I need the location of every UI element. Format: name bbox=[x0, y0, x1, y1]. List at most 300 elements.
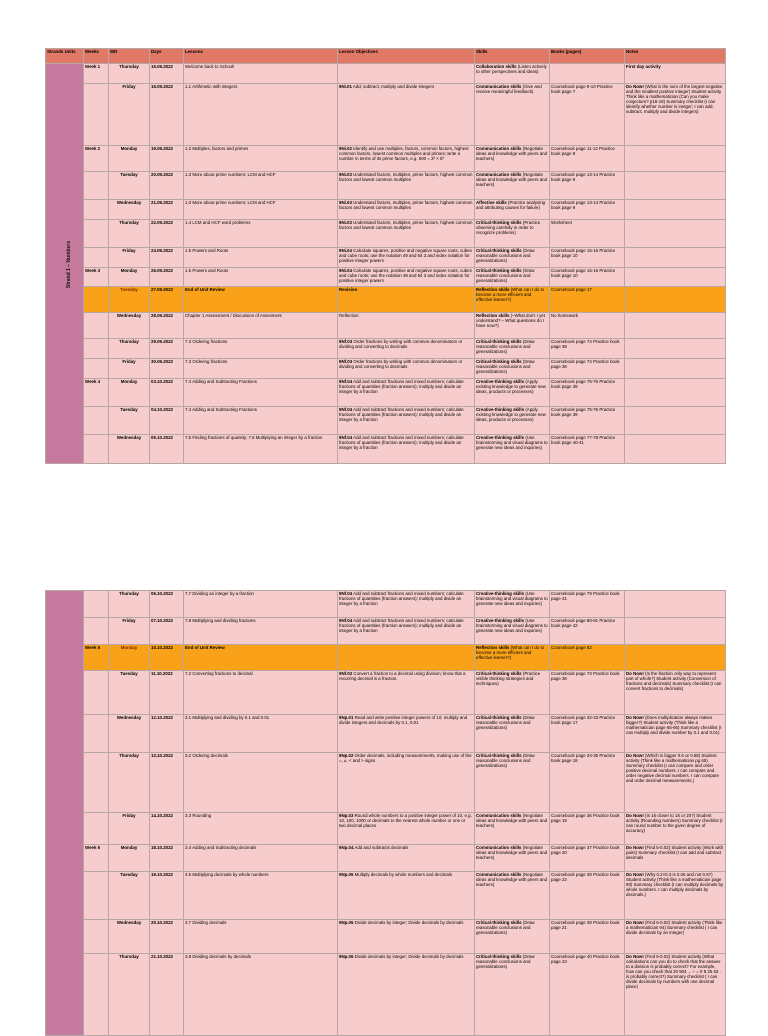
date-cell: 11.10.2022 bbox=[150, 671, 184, 715]
objective-code: 9Np.01 bbox=[339, 715, 354, 720]
skill-text: (Listen actively to other perspectives and ideas) bbox=[476, 64, 547, 74]
objective-text: Understand factors, multiples, prime factors, highest common factors and lowest common multiples bbox=[339, 220, 473, 230]
books-cell: Coursebook page 75-76 Practice book page 39 bbox=[550, 379, 625, 407]
lesson-cell: 7.3 Ordering fractions bbox=[184, 339, 338, 359]
week-cell bbox=[84, 407, 109, 435]
header-objectives: Lesson Objectives bbox=[338, 49, 475, 64]
day-cell: Thursday bbox=[109, 64, 150, 84]
skill-title: Critical-thinking skills bbox=[476, 753, 522, 758]
day-cell: Monday bbox=[109, 379, 150, 407]
objective-code: 9Ni.03 bbox=[339, 220, 352, 225]
books-cell: Coursebook page 82 bbox=[550, 645, 625, 671]
date-cell: 27.09.2022 bbox=[150, 287, 184, 313]
day-cell: Monday bbox=[109, 146, 150, 172]
lesson-cell: End of Unit Review bbox=[184, 287, 338, 313]
day-cell: Thursday bbox=[109, 591, 150, 618]
objective-cell bbox=[338, 407, 475, 435]
objective-code: 9Ni.01 bbox=[339, 84, 352, 89]
header-days: Days bbox=[150, 49, 184, 64]
table-row bbox=[46, 813, 726, 845]
objective-code: 9Np.04 bbox=[339, 845, 354, 850]
notes-text: (Find 5-0.02) Student activity (Think like a mathematician 94) Summary checklist ( I can divide decimals by an integer) bbox=[626, 920, 723, 935]
lesson-cell: 7.4 Adding and Subtracting Fractions bbox=[184, 379, 338, 407]
notes-cell bbox=[625, 359, 726, 379]
objective-text: Revision bbox=[339, 287, 358, 292]
lesson-cell: 7.4 Adding and Subtracting Fractions bbox=[184, 407, 338, 435]
notes-cell bbox=[625, 407, 726, 435]
skills-cell bbox=[475, 146, 550, 172]
skill-title: Reflection skills bbox=[476, 645, 510, 650]
week-cell bbox=[84, 248, 109, 268]
notes-cell bbox=[625, 872, 726, 920]
table-row bbox=[46, 220, 726, 248]
objective-cell bbox=[338, 359, 475, 379]
books-cell: Coursebook page 32-33 Practice book page 17 bbox=[550, 715, 625, 753]
lesson-cell: 1.3 More about prime numbers; LCM and HCF bbox=[184, 200, 338, 220]
notes-title: Do Now! bbox=[626, 845, 644, 850]
day-cell: Friday bbox=[109, 359, 150, 379]
books-cell: Coursebook page 13-14 Practice book page 9 bbox=[550, 200, 625, 220]
objective-cell bbox=[338, 64, 475, 84]
week-cell: Week 3 bbox=[84, 268, 109, 287]
date-cell: 30.09.2022 bbox=[150, 359, 184, 379]
skill-title: Critical-thinking skills bbox=[476, 359, 522, 364]
header-weeks: Weeks bbox=[84, 49, 109, 64]
schedule-block-1 bbox=[45, 48, 725, 464]
date-cell: 29.09.2022 bbox=[150, 339, 184, 359]
objective-code: 9Np.02 bbox=[339, 753, 354, 758]
notes-cell bbox=[625, 435, 726, 464]
table-row bbox=[46, 287, 726, 313]
date-cell: 20.09.2022 bbox=[150, 172, 184, 200]
week-cell: Week 5 bbox=[84, 645, 109, 671]
table-row bbox=[46, 872, 726, 920]
lesson-cell: Welcome back to School! bbox=[184, 64, 338, 84]
objective-code: 9Nf.04 bbox=[339, 379, 353, 384]
week-cell bbox=[84, 220, 109, 248]
day-cell: Friday bbox=[109, 618, 150, 645]
skill-text: (Practice analysing and attributing causes for failure) bbox=[476, 200, 546, 210]
skill-text: (Draw reasonable conclusions and generalizations) bbox=[476, 920, 535, 935]
skill-title: Communication skills bbox=[476, 845, 522, 850]
lesson-cell: 7.8 Multiplying and dividing fractions bbox=[184, 618, 338, 645]
objective-text: Multiply decimals by whole numbers and decimals bbox=[354, 872, 453, 877]
objective-text: Identify and use multiples, factors, common factors, highest common factors, lowest common multiples and primes; write a number in terms of its prime factors, e.g. 500 = 2² × 5³ bbox=[339, 146, 469, 161]
table-row bbox=[46, 248, 726, 268]
skill-text: (Negotiate ideas and knowledge with peers and teachers) bbox=[476, 845, 548, 860]
week-cell bbox=[84, 872, 109, 920]
books-cell: Coursebook page 17 bbox=[550, 287, 625, 313]
skill-text: (What can I do to become a more efficient and effective learner?) bbox=[476, 287, 545, 302]
skill-text: (Apply existing knowledge to generate new ideas, products or processes) bbox=[476, 379, 546, 394]
objective-text: Read and write positive integer powers of 10; multiply and divide integers and decimals by 0.1, 0.01 bbox=[339, 715, 468, 725]
books-cell: Coursebook page 15-16 Practice book page 10 bbox=[550, 268, 625, 287]
notes-title: Do Now! bbox=[626, 671, 644, 676]
objective-text: Round whole numbers to a positive integer power of 10, e.g. 10, 100, 1000 or decimals to the nearest whole number or one or two decimal places bbox=[339, 813, 472, 828]
notes-text: (Is 16 closer to 16 or 20?) Student activity (Rounding numbers) Summary checklist (I can round number to the given degree of accuracy) bbox=[626, 813, 723, 833]
books-cell bbox=[550, 64, 625, 84]
objective-code: 9Nf.03 bbox=[339, 359, 353, 364]
day-cell: Tuesday bbox=[109, 872, 150, 920]
week-cell bbox=[84, 339, 109, 359]
date-cell: 04.10.2022 bbox=[150, 407, 184, 435]
table-row bbox=[46, 671, 726, 715]
objective-text: Understand factors, multiples, prime factors, highest common factors and lowest common multiples bbox=[339, 172, 473, 182]
table-row bbox=[46, 845, 726, 872]
skill-text: (Use brainstorming and visual diagrams to generate new ideas and inquiries) bbox=[476, 591, 548, 606]
table-row bbox=[46, 407, 726, 435]
notes-title: Do Now! bbox=[626, 954, 644, 959]
header-skills: Skills bbox=[475, 49, 550, 64]
day-cell: Thursday bbox=[109, 220, 150, 248]
notes-cell bbox=[625, 671, 726, 715]
table-row bbox=[46, 268, 726, 287]
skills-cell bbox=[475, 172, 550, 200]
skills-cell bbox=[475, 618, 550, 645]
skills-cell bbox=[475, 84, 550, 146]
skill-title: Creative-thinking skills bbox=[476, 379, 525, 384]
books-cell: Coursebook page 80-81 Practice book page 42 bbox=[550, 618, 625, 645]
notes-title: Do Now! bbox=[626, 715, 644, 720]
day-cell: Wednesday bbox=[109, 200, 150, 220]
skill-title: Creative-thinking skills bbox=[476, 591, 525, 596]
notes-text: (Does multiplication always makes bigger?) Student activity (Think like a mathematician page 65-66) Summary checklist (I can multiply and divide number by 0.1 and 0.01) bbox=[626, 715, 722, 735]
date-cell: 03.10.2022 bbox=[150, 379, 184, 407]
skill-title: Affective skills bbox=[476, 200, 507, 205]
schedule-table-2 bbox=[45, 590, 726, 1036]
skill-title: Communication skills bbox=[476, 146, 522, 151]
objective-cell bbox=[338, 200, 475, 220]
objective-code: 9Np.05 bbox=[339, 920, 354, 925]
header-lessons: Lessons bbox=[184, 49, 338, 64]
lesson-cell: 7.3 Ordering fractions bbox=[184, 359, 338, 379]
week-cell: Week 6 bbox=[84, 845, 109, 872]
schedule-body-1 bbox=[46, 64, 726, 464]
objective-code: 9Np.05 bbox=[339, 872, 354, 877]
skills-cell bbox=[475, 920, 550, 954]
skill-title: Creative-thinking skills bbox=[476, 407, 525, 412]
skill-title: Reflection skills bbox=[476, 287, 510, 292]
skills-cell bbox=[475, 435, 550, 464]
lesson-cell: 1.4 LCM and HCF word problems bbox=[184, 220, 338, 248]
skills-cell bbox=[475, 220, 550, 248]
skills-cell bbox=[475, 591, 550, 618]
week-cell: Week 4 bbox=[84, 379, 109, 407]
week-cell bbox=[84, 172, 109, 200]
skill-title: Creative-thinking skills bbox=[476, 435, 525, 440]
skill-title: Communication skills bbox=[476, 172, 522, 177]
objective-code: 9Nf.04 bbox=[339, 407, 353, 412]
skill-title: Critical-thinking skills bbox=[476, 268, 522, 273]
week-cell bbox=[84, 200, 109, 220]
objective-cell bbox=[338, 645, 475, 671]
notes-cell bbox=[625, 200, 726, 220]
week-cell bbox=[84, 671, 109, 715]
notes-cell bbox=[625, 146, 726, 172]
notes-title: Do Now! bbox=[626, 753, 644, 758]
lesson-cell: 3.3 Rounding bbox=[184, 813, 338, 845]
skills-cell bbox=[475, 407, 550, 435]
objective-code: 9Nf.03 bbox=[339, 339, 353, 344]
books-cell: Coursebook page 37 Practice book page 20 bbox=[550, 845, 625, 872]
objective-cell bbox=[338, 84, 475, 146]
header-notes: Notes bbox=[625, 49, 726, 64]
objective-code: 9Ni.04 bbox=[339, 248, 352, 253]
date-cell: 10.10.2022 bbox=[150, 645, 184, 671]
strand-cell bbox=[46, 64, 84, 464]
skill-title: Critical-thinking skills bbox=[476, 954, 522, 959]
strand-label: Strand 1 – Numbers bbox=[66, 240, 73, 288]
table-row bbox=[46, 146, 726, 172]
lesson-cell: End of Unit Review bbox=[184, 645, 338, 671]
date-cell: 22.09.2022 bbox=[150, 220, 184, 248]
day-cell: Wednesday bbox=[109, 313, 150, 339]
skills-cell bbox=[475, 753, 550, 813]
skill-text: (Use brainstorming and visual diagrams to generate new ideas and inquiries) bbox=[476, 618, 548, 633]
skills-cell bbox=[475, 313, 550, 339]
table-row bbox=[46, 753, 726, 813]
date-cell: 19.10.2022 bbox=[150, 872, 184, 920]
skills-cell bbox=[475, 200, 550, 220]
table-row bbox=[46, 715, 726, 753]
objective-code: 9Nf.04 bbox=[339, 435, 353, 440]
skills-cell bbox=[475, 248, 550, 268]
lesson-cell: 3.8 Dividing decimals by decimals bbox=[184, 954, 338, 1036]
skill-text: (Draw reasonable conclusions and generalizations) bbox=[476, 268, 535, 283]
week-cell: Week 1 bbox=[84, 64, 109, 84]
books-cell: Coursebook page 9-10 Practice book page 7 bbox=[550, 84, 625, 146]
day-cell: Wednesday bbox=[109, 435, 150, 464]
objective-text: Order decimals, including measurements, making use of the =, ≠, < and > signs bbox=[339, 753, 472, 763]
skill-text: (Use brainstorming and visual diagrams to generate new ideas and inquiries) bbox=[476, 435, 548, 450]
day-cell: Friday bbox=[109, 84, 150, 146]
skill-text: (Give and receive meaningful feedback) bbox=[476, 84, 542, 94]
notes-cell bbox=[625, 813, 726, 845]
header-strand: Strands Units bbox=[46, 49, 84, 64]
date-cell: 12.10.2022 bbox=[150, 715, 184, 753]
notes-cell bbox=[625, 84, 726, 146]
books-cell: Coursebook page 73 Practice book page 38 bbox=[550, 671, 625, 715]
notes-cell bbox=[625, 313, 726, 339]
notes-title: Do Now! bbox=[626, 872, 644, 877]
date-cell: 28.09.2022 bbox=[150, 313, 184, 339]
skill-title: Reflection skills bbox=[476, 313, 510, 318]
lesson-cell: Chapter 1 Assessment / Discussion of Assesment bbox=[184, 313, 338, 339]
skill-title: Collaboration skills bbox=[476, 64, 517, 69]
books-cell: Coursebook page 40 Practice book page 23 bbox=[550, 954, 625, 1036]
objective-text: Add, subtract, multiply and divide integers bbox=[352, 84, 435, 89]
notes-text: (Find 5-0.02) Student activity (What calculations can you do to check that the answer to a division is probably correct? For example, how can you check that 20 504 ... ÷ = 0 8 25 63 . is probably correct?) Summary checklist ( I can divide decimals by numbers with one decimal place) bbox=[626, 954, 721, 989]
books-cell: Coursebook page 38 Practice book page 21 bbox=[550, 920, 625, 954]
skills-cell bbox=[475, 845, 550, 872]
books-cell: Coursebook page 36 Practice book page 19 bbox=[550, 813, 625, 845]
skills-cell bbox=[475, 379, 550, 407]
objective-text: Add and subtracts decimals bbox=[354, 845, 409, 850]
skills-cell bbox=[475, 339, 550, 359]
objective-text: Divide decimals by integer; Divide decimals by decimals bbox=[354, 954, 464, 959]
notes-cell bbox=[625, 753, 726, 813]
lesson-cell: 3.2 Ordering decimals bbox=[184, 753, 338, 813]
skills-cell bbox=[475, 715, 550, 753]
skill-text: (Negotiate ideas and knowledge with peers and teachers) bbox=[476, 172, 548, 187]
notes-cell bbox=[625, 954, 726, 1036]
notes-cell bbox=[625, 339, 726, 359]
objective-code: 9Np.03 bbox=[339, 813, 354, 818]
skill-title: Critical-thinking skills bbox=[476, 715, 522, 720]
week-cell bbox=[84, 359, 109, 379]
objective-cell bbox=[338, 220, 475, 248]
objective-code: 9Ni.04 bbox=[339, 268, 352, 273]
table-row bbox=[46, 64, 726, 84]
date-cell: 15.09.2022 bbox=[150, 64, 184, 84]
day-cell: Wednesday bbox=[109, 920, 150, 954]
notes-cell bbox=[625, 268, 726, 287]
table-row bbox=[46, 618, 726, 645]
objective-text: Add and subtract fractions and mixed numbers; calculate fractions of quantities (fraction answers); multiply and divide an integer by a fraction bbox=[339, 379, 464, 394]
notes-cell bbox=[625, 591, 726, 618]
skill-text: (Draw reasonable conclusions and generalizations) bbox=[476, 248, 535, 263]
day-cell: Tuesday bbox=[109, 287, 150, 313]
table-row bbox=[46, 339, 726, 359]
skill-text: (Apply existing knowledge to generate new ideas, products or processes) bbox=[476, 407, 546, 422]
skill-text: (Negotiate ideas and knowledge with peers and teachers) bbox=[476, 872, 548, 887]
day-cell: Wednesday bbox=[109, 715, 150, 753]
objective-cell bbox=[338, 313, 475, 339]
objective-cell bbox=[338, 379, 475, 407]
week-cell bbox=[84, 591, 109, 618]
schedule-table-1 bbox=[45, 48, 726, 464]
date-cell: 21.10.2022 bbox=[150, 954, 184, 1036]
objective-code: 9Ni.03 bbox=[339, 172, 352, 177]
notes-cell bbox=[625, 220, 726, 248]
lesson-cell: 3.1 Multiplying and dividing by 0.1 and 0.01 bbox=[184, 715, 338, 753]
lesson-cell: 7.5 Finding fractions of quantity; 7.6 Multiplying an integer by a fraction bbox=[184, 435, 338, 464]
day-cell: Thursday bbox=[109, 753, 150, 813]
lesson-cell: 7.2 Converting fractions to decimal bbox=[184, 671, 338, 715]
day-cell: Friday bbox=[109, 248, 150, 268]
objective-code: 9Nf.02 bbox=[339, 671, 353, 676]
notes-cell bbox=[625, 64, 726, 84]
table-row bbox=[46, 954, 726, 1036]
objective-cell bbox=[338, 248, 475, 268]
notes-cell bbox=[625, 287, 726, 313]
skills-cell bbox=[475, 954, 550, 1036]
header-wd: WD bbox=[109, 49, 150, 64]
notes-cell bbox=[625, 379, 726, 407]
objective-cell bbox=[338, 845, 475, 872]
table-row bbox=[46, 200, 726, 220]
objective-cell bbox=[338, 435, 475, 464]
notes-title: Do Now! bbox=[626, 920, 644, 925]
date-cell: 14.10.2022 bbox=[150, 813, 184, 845]
books-cell: Coursebook page 74 Practice book page 38 bbox=[550, 339, 625, 359]
objective-cell bbox=[338, 813, 475, 845]
notes-text: (Which is bigger 0.6 or 0.58) Student activity (Think like a mathematician pg 65) Summary checklist (I can compare and order positive decimal numbers. I can compare and order negative decimal numbers. I can compare and order decimal measurements.) bbox=[626, 753, 719, 783]
lesson-cell: 1.5 Powers and Roots bbox=[184, 248, 338, 268]
table-row bbox=[46, 172, 726, 200]
objective-cell bbox=[338, 287, 475, 313]
skill-text: (Draw reasonable conclusions and generalizations) bbox=[476, 715, 535, 730]
day-cell: Monday bbox=[109, 268, 150, 287]
objective-code: 9Ni.02 bbox=[339, 146, 352, 151]
notes-cell bbox=[625, 248, 726, 268]
table-row bbox=[46, 359, 726, 379]
skill-title: Communication skills bbox=[476, 872, 522, 877]
books-cell: Coursebook page 15-16 Practice book page 10 bbox=[550, 248, 625, 268]
week-cell bbox=[84, 618, 109, 645]
skill-text: (Negotiate ideas and knowledge with peers and teachers) bbox=[476, 813, 548, 828]
objective-text: Order fractions by writing with common denominators or dividing and converting to decimals bbox=[339, 339, 463, 349]
date-cell: 06.10.2022 bbox=[150, 591, 184, 618]
week-cell bbox=[84, 920, 109, 954]
skills-cell bbox=[475, 64, 550, 84]
notes-title: Do Now! bbox=[626, 84, 644, 89]
objective-text: Calculate squares, positive and negative square roots, cubes and cube roots; use the notation 49 and 64 3 and index notation for positive integer powers bbox=[339, 248, 472, 263]
skill-text: (Draw reasonable conclusions and generalizations) bbox=[476, 753, 535, 768]
skills-cell bbox=[475, 268, 550, 287]
objective-cell bbox=[338, 172, 475, 200]
notes-title: Do Now! bbox=[626, 813, 644, 818]
objective-cell bbox=[338, 591, 475, 618]
lesson-cell: 3.5 Multiplying decimals by whole numbers bbox=[184, 872, 338, 920]
week-cell bbox=[84, 813, 109, 845]
notes-text: (Is the fraction only way to represent part of whole?) Student activity (Conversion of fractions and decimals) Summary checklist (I can convert fractions to decimals) bbox=[626, 671, 722, 691]
date-cell: 16.09.2022 bbox=[150, 84, 184, 146]
objective-cell bbox=[338, 618, 475, 645]
skills-cell bbox=[475, 287, 550, 313]
books-cell: Coursebook page 34-35 Practice book page 18 bbox=[550, 753, 625, 813]
lesson-cell: 7.7 Dividing an integer by a fraction bbox=[184, 591, 338, 618]
week-cell bbox=[84, 313, 109, 339]
lesson-cell: 1.5 Powers and Roots bbox=[184, 268, 338, 287]
lesson-cell: 3.7 Dividing decimals bbox=[184, 920, 338, 954]
skill-title: Communication skills bbox=[476, 84, 522, 89]
skill-title: Critical-thinking skills bbox=[476, 920, 522, 925]
objective-text: Order fractions by writing with common denominators or dividing and converting to decimals bbox=[339, 359, 463, 369]
skill-title: Creative-thinking skills bbox=[476, 618, 525, 623]
skill-title: Critical-thinking skills bbox=[476, 248, 522, 253]
objective-code: 9Ni.03 bbox=[339, 200, 352, 205]
objective-cell bbox=[338, 268, 475, 287]
skills-cell bbox=[475, 645, 550, 671]
table-row bbox=[46, 84, 726, 146]
lesson-cell: 1.2 Multiples, factors and primes bbox=[184, 146, 338, 172]
skill-title: Critical-thinking skills bbox=[476, 671, 522, 676]
day-cell: Monday bbox=[109, 645, 150, 671]
day-cell: Tuesday bbox=[109, 172, 150, 200]
day-cell: Tuesday bbox=[109, 671, 150, 715]
table-row bbox=[46, 645, 726, 671]
schedule-block-2 bbox=[45, 590, 725, 1036]
objective-cell bbox=[338, 671, 475, 715]
books-cell: Coursebook page 79 Practice book page 41 bbox=[550, 591, 625, 618]
day-cell: Monday bbox=[109, 845, 150, 872]
objective-cell bbox=[338, 339, 475, 359]
lesson-cell: 3.4 Adding and Subtracting decimals bbox=[184, 845, 338, 872]
skill-title: Communication skills bbox=[476, 813, 522, 818]
objective-code: 9Nf.04 bbox=[339, 591, 353, 596]
day-cell: Thursday bbox=[109, 339, 150, 359]
notes-text: (Why 0.2×0.3 is 0.06 and not 0.6?) Student activity (Think like a mathematician page 90) Summary checklist (I can multiply decimals by whole numbers. I can multiply decimals by decimals.) bbox=[626, 872, 724, 897]
date-cell: 19.09.2022 bbox=[150, 146, 184, 172]
notes-cell bbox=[625, 172, 726, 200]
notes-cell bbox=[625, 845, 726, 872]
day-cell: Friday bbox=[109, 813, 150, 845]
objective-text: Add and subtract fractions and mixed numbers; calculate fractions of quantities (fraction answers); multiply and divide an integer by a fraction bbox=[339, 618, 464, 633]
header-row bbox=[46, 49, 726, 64]
skill-text: (–What don't I yet understand? – What questions do I have now?) bbox=[476, 313, 545, 328]
notes-cell bbox=[625, 920, 726, 954]
